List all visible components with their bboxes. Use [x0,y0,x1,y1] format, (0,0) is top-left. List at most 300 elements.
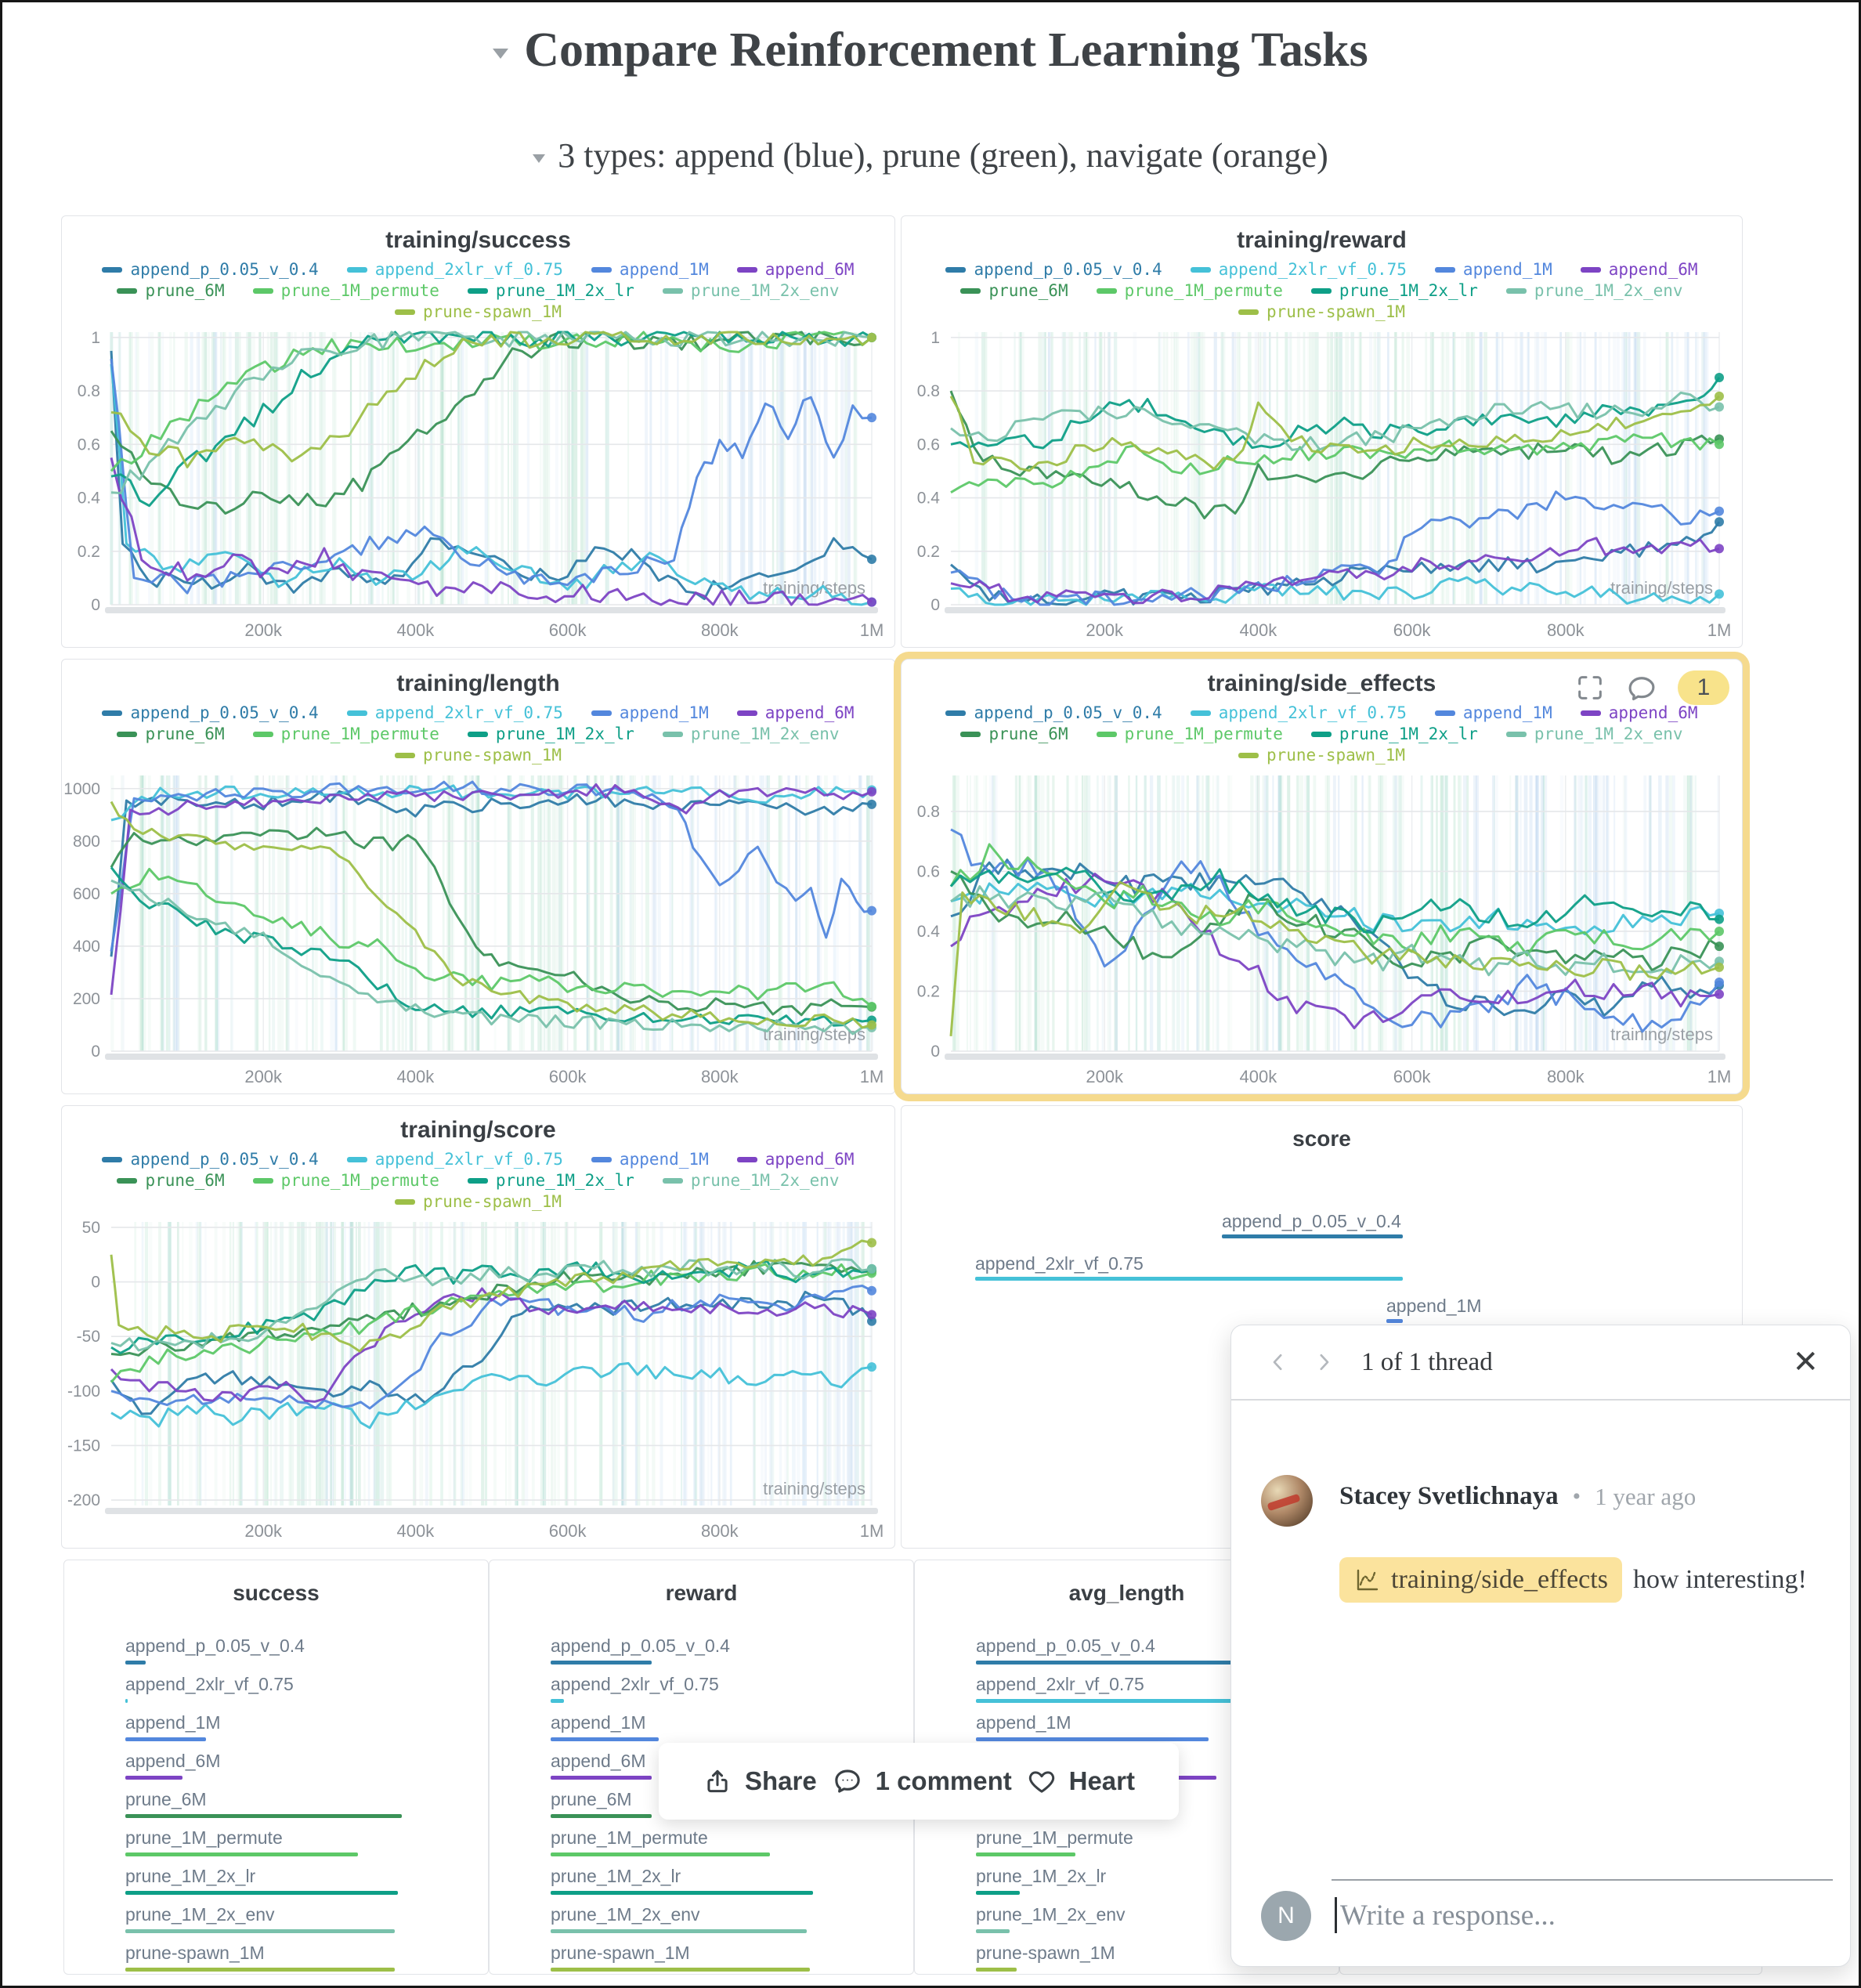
close-icon[interactable]: ✕ [1792,1345,1819,1379]
training-length-plot[interactable] [62,769,894,1093]
bar-label: append_1M [976,1712,1071,1733]
share-button[interactable] [703,1766,817,1796]
share-label: Share [745,1766,817,1795]
legend-label: prune-spawn_1M [1266,302,1405,321]
bar-value[interactable] [125,1891,398,1895]
panel-success-bars [63,1560,489,1975]
comments-button[interactable] [832,1766,1012,1797]
bar-label: prune-spawn_1M [976,1943,1115,1963]
svg-text:1M: 1M [859,1521,884,1541]
legend-label: append_p_0.05_v_0.4 [130,703,319,722]
svg-text:200: 200 [72,989,100,1008]
svg-text:-50: -50 [76,1328,100,1346]
legend-label: prune_1M_2x_lr [1339,725,1478,743]
legend-item[interactable] [102,260,318,279]
legend-label: prune-spawn_1M [1266,746,1405,764]
bar-row [125,1827,441,1856]
legend-item[interactable] [1581,703,1698,722]
legend-swatch [1311,288,1332,294]
bar-value[interactable] [976,1737,1209,1741]
legend-swatch [347,710,367,716]
bar-label: append_2xlr_vf_0.75 [976,1674,1144,1694]
chart-title: training/success [385,227,571,253]
bar-label: append_6M [551,1751,646,1771]
svg-text:600: 600 [72,884,100,903]
svg-text:0: 0 [91,1043,100,1061]
legend-label: append_p_0.05_v_0.4 [974,260,1162,279]
training-score-plot[interactable] [62,1216,894,1548]
legend-label: prune_1M_permute [1124,725,1283,743]
svg-text:800k: 800k [700,620,739,640]
reply-input[interactable] [1335,1897,1827,1933]
bar-row [125,1674,441,1703]
legend-swatch [468,732,488,737]
legend-label: append_2xlr_vf_0.75 [374,260,563,279]
bar-label: append_p_0.05_v_0.4 [125,1636,305,1656]
legend-swatch [347,267,367,273]
bar-value[interactable] [125,1776,182,1780]
bar-value[interactable] [975,1277,1403,1281]
svg-text:400k: 400k [396,1521,435,1541]
bar-value[interactable] [125,1737,206,1741]
legend-swatch [663,732,683,737]
svg-text:600k: 600k [548,620,587,640]
legend-swatch [102,1157,122,1162]
comment-author: Stacey Svetlichnaya [1339,1482,1559,1510]
legend-item[interactable] [1311,725,1478,743]
svg-text:0: 0 [930,1043,940,1061]
legend-item[interactable] [1506,725,1683,743]
legend-swatch [737,267,757,273]
legend-label: append_1M [619,703,709,722]
legend-swatch [1238,753,1259,758]
legend-swatch [1435,267,1455,273]
legend-item[interactable] [347,260,563,279]
training-side-effects-plot[interactable] [902,769,1742,1093]
bar-label: append_p_0.05_v_0.4 [551,1636,730,1656]
legend-item[interactable] [1581,260,1698,279]
legend-label: append_2xlr_vf_0.75 [1218,260,1407,279]
bar-label: append_p_0.05_v_0.4 [1222,1211,1401,1231]
meta-separator: • [1572,1483,1581,1509]
legend-item[interactable] [468,1171,634,1190]
page-subtitle [2,136,1859,175]
bar-label: prune_1M_2x_env [125,1904,275,1925]
legend-item[interactable] [591,260,709,279]
bar-value[interactable] [551,1814,652,1818]
chart-legend [62,1150,894,1211]
legend-item[interactable] [1435,703,1552,722]
bar-label: append_p_0.05_v_0.4 [976,1636,1155,1656]
legend-label: prune_6M [988,281,1068,300]
page-subtitle-text: 3 types: append (blue), prune (green), navigate (orange) [558,136,1328,175]
bar-value[interactable] [551,1737,659,1741]
bar-value[interactable] [125,1852,358,1856]
legend-swatch [468,1178,488,1184]
bar-chart-title: avg_length [1068,1581,1185,1605]
legend-swatch [1238,309,1259,315]
legend-label: prune-spawn_1M [422,1192,562,1211]
legend-item[interactable] [591,703,709,722]
panel-training-side-effects [901,659,1743,1094]
svg-text:200k: 200k [244,1521,283,1541]
collapse-caret-icon[interactable] [533,154,545,163]
svg-text:0.6: 0.6 [916,862,940,881]
svg-text:200k: 200k [244,620,283,640]
legend-swatch [468,288,488,294]
svg-text:1M: 1M [1707,1067,1732,1086]
comment-dots-icon [832,1766,863,1797]
heart-button[interactable] [1027,1766,1135,1796]
svg-text:1M: 1M [859,1067,884,1086]
legend-label: prune_6M [145,281,225,300]
legend-swatch [1506,732,1527,737]
bar-label: prune_6M [125,1789,207,1809]
legend-item[interactable] [1506,281,1683,300]
legend-item[interactable] [1097,281,1283,300]
bar-value[interactable] [976,1852,1075,1856]
legend-swatch [1097,288,1117,294]
legend-label: append_6M [764,703,855,722]
legend-label: prune_1M_2x_lr [495,725,634,743]
svg-text:400: 400 [72,937,100,956]
legend-item[interactable] [253,1171,439,1190]
legend-item[interactable] [117,725,224,743]
page-title [2,23,1859,78]
svg-text:400k: 400k [396,1067,435,1086]
bar-row [551,1866,866,1895]
legend-swatch [737,1157,757,1162]
bar-value[interactable] [551,1852,770,1856]
svg-text:600k: 600k [548,1521,587,1541]
svg-text:600k: 600k [1393,1067,1431,1086]
legend-item[interactable] [395,746,562,764]
legend-swatch [737,710,757,716]
thread-counter: 1 of 1 thread [1361,1347,1493,1376]
panel-reference-chip[interactable] [1339,1557,1622,1603]
bar-value[interactable] [1222,1234,1403,1238]
legend-item[interactable] [395,1192,562,1211]
chart-legend [902,703,1742,764]
legend-item[interactable] [663,281,840,300]
legend-swatch [102,710,122,716]
legend-label: prune_6M [988,725,1068,743]
comment-body [1339,1557,1827,1603]
chip-label: training/side_effects [1391,1565,1608,1594]
legend-swatch [253,288,273,294]
svg-text:200k: 200k [1086,1067,1124,1086]
bar-row [551,1712,866,1741]
bar-row [551,1827,866,1856]
svg-text:0: 0 [91,596,100,614]
bar-label: append_1M [551,1712,646,1733]
svg-text:0.2: 0.2 [916,982,940,1001]
legend-swatch [1191,267,1211,273]
bar-label: prune-spawn_1M [125,1943,265,1963]
legend-label: append_p_0.05_v_0.4 [130,1150,319,1169]
legend-label: prune_1M_2x_lr [1339,281,1478,300]
chart-title: training/side_effects [1207,670,1436,696]
legend-label: prune_1M_2x_env [690,725,840,743]
svg-text:1: 1 [91,328,100,347]
svg-text:0.8: 0.8 [77,382,100,401]
svg-text:400k: 400k [1239,620,1277,640]
bar-value[interactable] [976,1929,1010,1933]
svg-text:0.6: 0.6 [916,436,940,454]
legend-item[interactable] [253,725,439,743]
bar-label: append_2xlr_vf_0.75 [125,1674,294,1694]
legend-item[interactable] [591,1150,709,1169]
svg-text:600k: 600k [548,1067,587,1086]
bar-rows [125,1636,441,1972]
legend-item[interactable] [102,1150,318,1169]
panel-training-score [61,1105,895,1549]
heart-icon [1027,1766,1057,1796]
legend-swatch [253,732,273,737]
prev-thread-icon[interactable] [1263,1346,1294,1378]
bar-value[interactable] [976,1891,1020,1895]
svg-text:800k: 800k [1546,1067,1585,1086]
training-reward-plot[interactable] [902,326,1742,647]
reply-divider [1332,1879,1833,1881]
legend-swatch [663,1178,683,1184]
chart-title: training/score [400,1117,556,1143]
bar-value[interactable] [125,1929,395,1933]
legend-item[interactable] [468,281,634,300]
bar-label: prune_1M_2x_env [976,1904,1126,1925]
bar-label: append_2xlr_vf_0.75 [975,1253,1144,1274]
legend-item[interactable] [1311,281,1478,300]
legend-item[interactable] [1238,746,1405,764]
panel-training-length [61,659,895,1094]
legend-label: prune_1M_permute [280,1171,439,1190]
bar-label: append_1M [125,1712,221,1733]
legend-swatch [591,267,612,273]
bar-chart-title: score [1292,1126,1351,1151]
legend-item[interactable] [1435,260,1552,279]
legend-item[interactable] [347,1150,563,1169]
svg-text:400k: 400k [1239,1067,1277,1086]
svg-text:0.6: 0.6 [77,436,100,454]
svg-text:0: 0 [930,596,940,614]
svg-text:200k: 200k [1086,620,1124,640]
comment-count-badge[interactable]: 1 [1678,670,1729,705]
svg-text:200k: 200k [244,1067,283,1086]
legend-label: append_6M [764,260,855,279]
svg-text:0.4: 0.4 [77,489,100,508]
bar-chart-title: reward [665,1581,738,1605]
legend-swatch [1581,267,1601,273]
bar-value[interactable] [551,1776,652,1780]
svg-text:0.8: 0.8 [916,382,940,401]
legend-label: append_6M [764,1150,855,1169]
bar-value[interactable] [125,1814,402,1818]
legend-swatch [1581,710,1601,716]
legend-swatch [117,732,137,737]
svg-text:-100: -100 [67,1382,100,1401]
legend-swatch [253,1178,273,1184]
legend-label: prune_1M_permute [280,725,439,743]
bar-value[interactable] [551,1661,652,1664]
comment-bubble-icon[interactable] [1624,671,1659,704]
legend-label: append_1M [619,1150,709,1169]
svg-text:training/steps: training/steps [1610,578,1713,598]
legend-item[interactable] [102,703,318,722]
legend-item[interactable] [117,281,224,300]
legend-item[interactable] [945,260,1162,279]
bar-value[interactable] [125,1661,146,1664]
svg-text:0.4: 0.4 [916,922,940,941]
legend-label: prune_6M [145,725,225,743]
comment-text: how interesting! [1632,1565,1807,1594]
legend-item[interactable] [1097,725,1283,743]
training-success-plot[interactable] [62,326,894,647]
bar-row [125,1712,441,1741]
legend-item[interactable] [1191,260,1407,279]
legend-swatch [395,309,415,315]
bar-row [125,1751,441,1780]
bar-label: prune_1M_2x_lr [551,1866,681,1886]
page-title-text: Compare Reinforcement Learning Tasks [524,23,1368,77]
legend-item[interactable] [1238,302,1405,321]
legend-label: prune-spawn_1M [422,746,562,764]
legend-item[interactable] [663,725,840,743]
comment-thread-panel [1230,1325,1851,1967]
legend-label: prune-spawn_1M [422,302,562,321]
bar-row [551,1943,866,1972]
bar-label: append_6M [125,1751,221,1771]
svg-text:600k: 600k [1393,620,1431,640]
legend-swatch [591,1157,612,1162]
legend-item[interactable] [737,703,855,722]
text-cursor [1335,1897,1337,1933]
svg-text:800k: 800k [1546,620,1585,640]
reply-placeholder: Write a response... [1340,1899,1556,1932]
legend-label: append_p_0.05_v_0.4 [130,260,319,279]
legend-swatch [1311,732,1332,737]
legend-item[interactable] [395,302,562,321]
legend-item[interactable] [737,1150,855,1169]
legend-swatch [1435,710,1455,716]
mini-chart-icon [1353,1566,1382,1594]
bar-row [125,1866,441,1895]
bar-value[interactable] [1386,1319,1403,1323]
bar-label: prune_1M_permute [551,1827,708,1848]
svg-text:-200: -200 [67,1491,100,1510]
bar-value[interactable] [125,1699,128,1703]
legend-label: prune_1M_permute [280,281,439,300]
bar-value[interactable] [125,1968,395,1972]
legend-item[interactable] [663,1171,840,1190]
svg-text:50: 50 [81,1218,100,1237]
legend-swatch [117,288,137,294]
commenter-avatar[interactable] [1261,1475,1313,1527]
bar-label: prune-spawn_1M [551,1943,690,1963]
legend-label: append_1M [1462,703,1552,722]
bar-label: prune_1M_permute [125,1827,283,1848]
svg-text:training/steps: training/steps [763,1025,865,1044]
panel-training-success [61,215,895,648]
legend-item[interactable] [1191,703,1407,722]
chart-legend [62,703,894,764]
legend-label: append_6M [1608,260,1698,279]
expand-icon[interactable] [1574,672,1606,703]
panel-training-reward [901,215,1743,648]
bar-row [125,1789,441,1818]
legend-swatch [1191,710,1211,716]
svg-text:400k: 400k [396,620,435,640]
legend-swatch [102,267,122,273]
legend-swatch [395,1199,415,1205]
reply-avatar: N [1261,1891,1311,1941]
svg-text:0.2: 0.2 [916,542,940,561]
svg-text:800k: 800k [700,1521,739,1541]
legend-item[interactable] [468,725,634,743]
comment-meta [1339,1482,1696,1511]
legend-label: prune_1M_permute [1124,281,1283,300]
chart-legend [62,260,894,321]
bar-label: prune_6M [551,1789,632,1809]
legend-label: append_2xlr_vf_0.75 [374,703,563,722]
legend-item[interactable] [737,260,855,279]
bar-label: append_2xlr_vf_0.75 [551,1674,719,1694]
svg-text:800: 800 [72,832,100,851]
legend-label: prune_1M_2x_env [1534,725,1683,743]
bar-label: prune_1M_permute [976,1827,1133,1848]
legend-label: prune_1M_2x_env [690,281,840,300]
bar-value[interactable] [976,1968,1017,1972]
legend-swatch [663,288,683,294]
bar-label: prune_1M_2x_env [551,1904,700,1925]
legend-item[interactable] [960,725,1068,743]
svg-text:1M: 1M [859,620,884,640]
legend-label: append_1M [619,260,709,279]
bar-row [551,1674,866,1703]
comments-label: 1 comment [875,1766,1012,1795]
bar-row [125,1943,441,1972]
svg-text:training/steps: training/steps [1610,1025,1713,1044]
legend-item[interactable] [253,281,439,300]
legend-item[interactable] [945,703,1162,722]
bar-value[interactable] [551,1891,813,1895]
bar-chart-title: success [233,1581,320,1605]
svg-text:1000: 1000 [63,779,100,798]
svg-text:training/steps: training/steps [763,1479,865,1498]
collapse-caret-icon[interactable] [493,49,508,59]
legend-label: prune_1M_2x_lr [495,1171,634,1190]
next-thread-icon[interactable] [1308,1346,1339,1378]
bar-value[interactable] [551,1699,564,1703]
svg-text:0.2: 0.2 [77,542,100,561]
bar-value[interactable] [551,1968,810,1972]
svg-text:1: 1 [930,328,940,347]
legend-item[interactable] [347,703,563,722]
legend-swatch [945,267,966,273]
bar-value[interactable] [551,1929,807,1933]
comment-timestamp: 1 year ago [1595,1482,1697,1510]
chart-title: training/length [396,670,560,696]
legend-swatch [960,288,981,294]
svg-text:1M: 1M [1707,620,1732,640]
legend-item[interactable] [117,1171,224,1190]
legend-item[interactable] [960,281,1068,300]
legend-label: prune_6M [145,1171,225,1190]
legend-swatch [347,1157,367,1162]
legend-swatch [1097,732,1117,737]
legend-label: append_2xlr_vf_0.75 [1218,703,1407,722]
legend-label: prune_1M_2x_env [690,1171,840,1190]
legend-swatch [960,732,981,737]
